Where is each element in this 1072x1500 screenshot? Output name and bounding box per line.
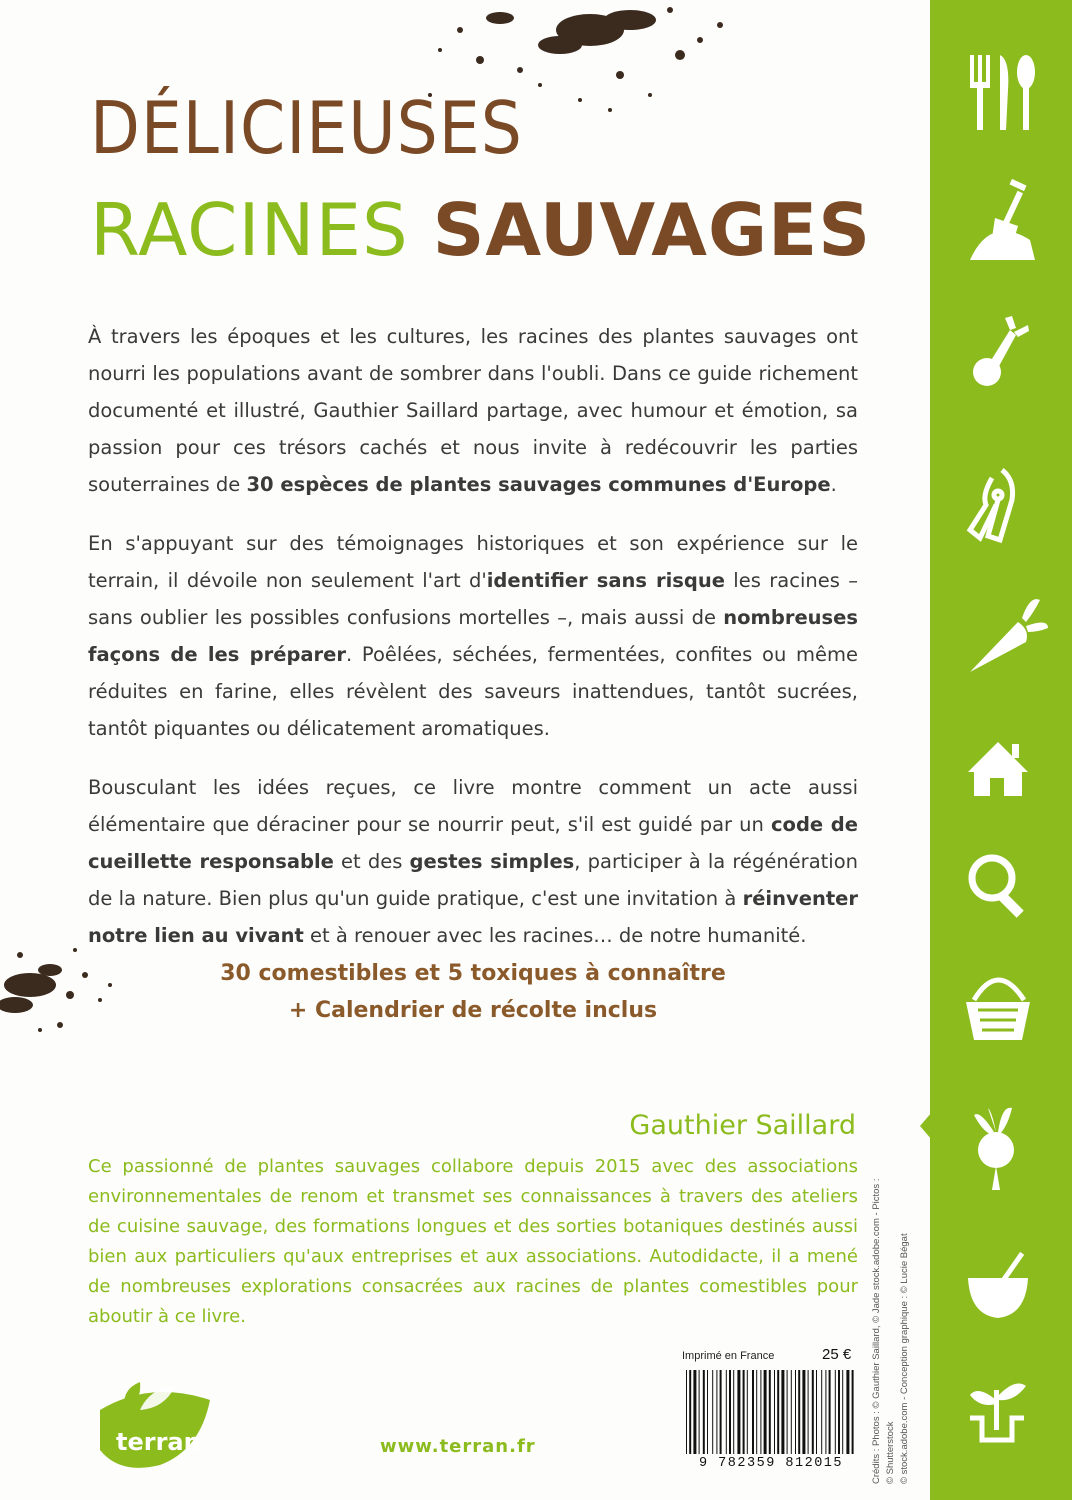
- emphasis-text: code de cueillette responsable: [88, 813, 858, 873]
- barcode-bar: [707, 1370, 708, 1454]
- terran-logo: [80, 1370, 220, 1490]
- barcode-bar: [699, 1370, 700, 1454]
- sidebar-icons: [930, 0, 1072, 1500]
- highlights: [88, 955, 858, 1029]
- leek-icon: [973, 316, 1029, 386]
- emphasis-text: gestes simples: [409, 850, 575, 873]
- pruner-icon: [970, 470, 1013, 540]
- barcode-bar: [693, 1370, 696, 1454]
- paragraph-text: et des: [333, 850, 410, 873]
- title-word-green: RACINES: [90, 188, 409, 272]
- description-paragraph: [88, 525, 858, 747]
- barcode-bar: [852, 1370, 854, 1454]
- title-word-brown: SAUVAGES: [432, 188, 872, 272]
- printed-in-label: Imprimé en France: [682, 1350, 775, 1362]
- barcode-bar: [802, 1370, 805, 1454]
- credits-line-2: © stock.adobe.com - Conception graphique : © Lucie Bégat: [899, 1233, 910, 1484]
- barcode-bar: [764, 1370, 767, 1454]
- barcode-bar: [733, 1370, 734, 1454]
- barcode-bar: [774, 1370, 775, 1454]
- barcode-bar: [703, 1370, 705, 1454]
- barcode-bar: [835, 1370, 836, 1454]
- barcode-bar: [812, 1370, 814, 1454]
- highlight-line-2: + Calendrier de récolte inclus: [288, 998, 658, 1023]
- title-line-1: DÉLICIEUSES: [90, 86, 523, 170]
- icon-sidebar: [930, 0, 1072, 1500]
- emphasis-text: 30 espèces de plantes sauvages communes d'Europe: [246, 473, 831, 496]
- magnifier-icon: [972, 858, 1024, 918]
- barcode-bar: [769, 1370, 771, 1454]
- description-paragraph: [88, 769, 858, 954]
- book-title: [90, 82, 871, 286]
- author-name: Gauthier Saillard: [629, 1110, 856, 1141]
- highlight-line-1: 30 comestibles et 5 toxiques à connaître: [220, 961, 726, 986]
- bowl-icon: [968, 1252, 1028, 1318]
- barcode-bars: [684, 1370, 858, 1454]
- paragraph-text: . Poêlées, séchées, fermentées, confites ou même réduites en farine, elles révèlent des saveurs inattendues, tantôt sucrées, tantôt piquantes ou délicatement aromatiques.: [88, 643, 859, 740]
- barcode-bar: [752, 1370, 754, 1454]
- barcode-bar: [737, 1370, 740, 1454]
- barcode-bar: [760, 1370, 761, 1454]
- title-line-2: [90, 174, 871, 286]
- beetroot-icon: [974, 1108, 1014, 1190]
- logo-text: terran: [116, 1428, 201, 1456]
- barcode-bar: [686, 1370, 687, 1454]
- barcode-bar: [787, 1370, 788, 1454]
- emphasis-text: identifier sans risque: [486, 569, 725, 592]
- author-bio: Ce passionné de plantes sauvages collabore depuis 2015 avec des associations environnementales de renom et transmet ses connaissances à travers des ateliers de cuisine sauvage, des formations longues et des sorties botaniques destinés aussi bien aux particuliers qu'aux entreprises et aux associations. Autodidacte, il a mené de nombreuses explorations consacrées aux racines de plantes comestibles pour aboutir à ce livre.: [88, 1156, 858, 1327]
- barcode-bar: [712, 1370, 713, 1454]
- paragraph-text: et à renouer avec les racines… de notre humanité.: [303, 924, 807, 947]
- credits-line-1: Crédits : Photos : © Gauthier Saillard, © Jade stock.adobe.com - Pictos : © Shutterstock: [871, 1178, 896, 1484]
- image-credits: [870, 1174, 912, 1484]
- barcode-bar: [689, 1370, 691, 1454]
- basket-icon: [966, 980, 1030, 1040]
- barcode-bar: [795, 1370, 796, 1454]
- barcode-bar: [743, 1370, 745, 1454]
- barcode-bar: [747, 1370, 748, 1454]
- barcode-bar: [846, 1370, 849, 1454]
- shovel-icon: [970, 179, 1035, 260]
- barcode-bar: [756, 1370, 757, 1454]
- paragraph-text: les racines – sans oublier les possibles confusions mortelles –, mais aussi de: [88, 569, 859, 629]
- seedling-icon: [970, 1384, 1026, 1440]
- book-description: [88, 318, 858, 976]
- barcode-bar: [798, 1370, 800, 1454]
- barcode-bar: [781, 1370, 784, 1454]
- description-paragraph: [88, 318, 858, 503]
- barcode-bar: [729, 1370, 731, 1454]
- house-icon: [968, 742, 1028, 796]
- barcode-bar: [720, 1370, 722, 1454]
- paragraph-text: , participer à la régénération de la nature. Bien plus qu'un guide pratique, c'est une invitation à: [88, 850, 858, 910]
- paragraph-text: Bousculant les idées reçues, ce livre montre comment un acte aussi élémentaire que déraciner pour se nourrir peut, s'il est guidé par un: [88, 776, 858, 836]
- website-link[interactable]: www.terran.fr: [380, 1436, 536, 1457]
- barcode-bar: [791, 1370, 792, 1454]
- emphasis-text: nombreuses façons de les préparer: [88, 606, 858, 666]
- price-label: 25 €: [822, 1346, 852, 1363]
- barcode-bar: [716, 1370, 717, 1454]
- barcode-bar: [777, 1370, 779, 1454]
- paragraph-text: À travers les époques et les cultures, les racines des plantes sauvages ont nourri les populations avant de sombrer dans l'oubli. Dans ce guide richement documenté et illustré, Gauthier Saillard partage, avec humour et émotion, sa passion pour ces trésors cachés et nous invite à redécouvrir les parties souterraines de: [88, 325, 858, 496]
- barcode-bar: [821, 1370, 822, 1454]
- barcode-bar: [838, 1370, 840, 1454]
- emphasis-text: réinventer notre lien au vivant: [88, 887, 858, 947]
- barcode-bar: [829, 1370, 831, 1454]
- barcode-bar: [825, 1370, 826, 1454]
- paragraph-text: .: [830, 473, 837, 496]
- cutlery-icon: [970, 55, 1035, 130]
- barcode-bar: [816, 1370, 817, 1454]
- carrot-icon: [970, 599, 1048, 672]
- paragraph-text: En s'appuyant sur des témoignages historiques et son expérience sur le terrain, il dévoile non seulement l'art d': [88, 532, 858, 592]
- barcode-bar: [726, 1370, 727, 1454]
- barcode-bar: [842, 1370, 843, 1454]
- isbn-number: 9 782359 812015: [698, 1456, 844, 1471]
- barcode-bar: [808, 1370, 809, 1454]
